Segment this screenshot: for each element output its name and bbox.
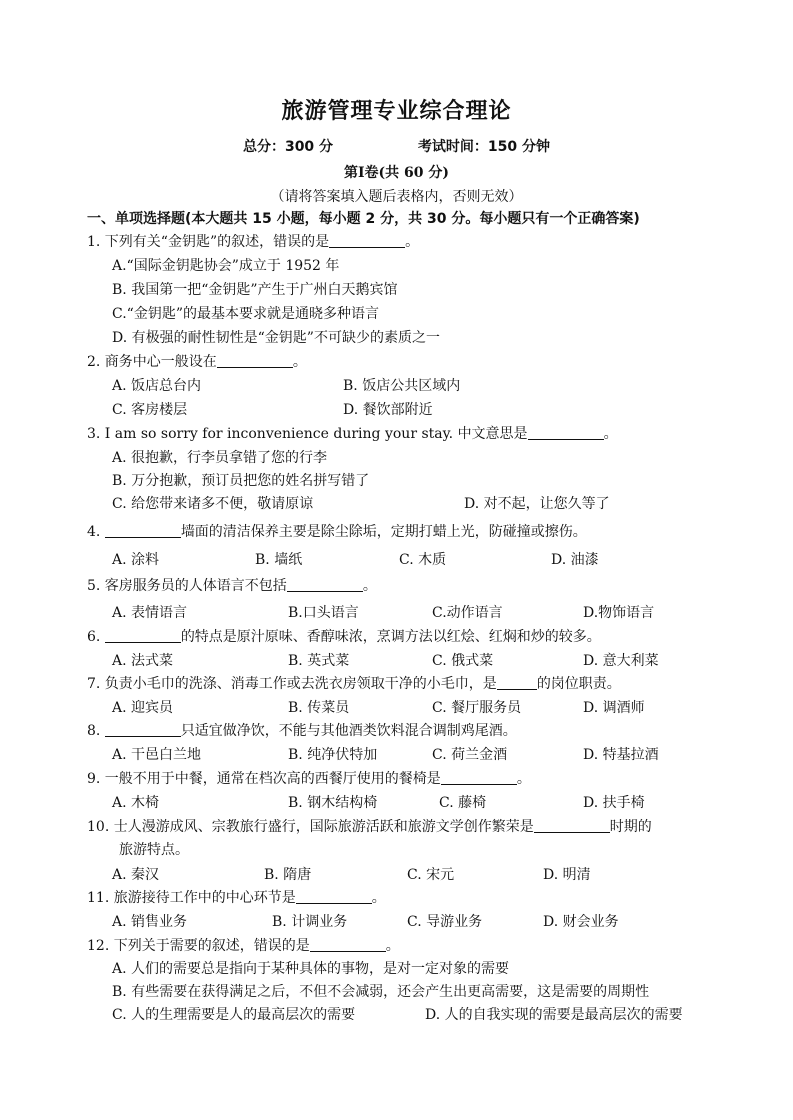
question-stem: 1. 下列有关“金钥匙”的叙述，错误的是 xyxy=(87,234,330,250)
answer-note: （请将答案填入题后表格内，否则无效） xyxy=(270,189,523,205)
question-12 xyxy=(87,936,400,956)
option-c: C. 俄式菜 xyxy=(432,653,494,669)
answer-blank xyxy=(497,675,537,690)
question-end: 。 xyxy=(516,771,531,787)
option-b: B. 钢木结构椅 xyxy=(288,795,378,811)
option-a: A. 干邑白兰地 xyxy=(112,747,202,763)
question-6 xyxy=(87,627,601,647)
answer-blank xyxy=(528,425,604,440)
option-c: C.“金钥匙”的最基本要求就是通晓多种语言 xyxy=(112,306,379,322)
option-b: B. 计调业务 xyxy=(272,914,348,930)
option-a: A. 木椅 xyxy=(112,795,160,811)
question-end: 。 xyxy=(603,426,618,442)
option-c: C.动作语言 xyxy=(432,605,503,621)
option-b: B. 英式菜 xyxy=(288,653,350,669)
option-d: D. 意大利菜 xyxy=(583,653,659,669)
question-rest: 的特点是原汁原味、香醇味浓，烹调方法以红烩、红焖和炒的较多。 xyxy=(180,629,601,645)
question-rest: 墙面的清洁保养主要是除尘除垢，定期打蜡上光，防碰撞或擦伤。 xyxy=(180,524,587,540)
question-stem: 9. 一般不用于中餐，通常在档次高的西餐厅使用的餐椅是 xyxy=(87,771,441,787)
option-a: A. 涂料 xyxy=(112,552,160,568)
exam-time: 考试时间：150 分钟 xyxy=(417,139,551,155)
question-continuation: 旅游特点。 xyxy=(119,842,189,858)
question-stem: 5. 客房服务员的人体语言不包括 xyxy=(87,578,287,594)
option-d: D. 扶手椅 xyxy=(583,795,645,811)
question-stem: 11. 旅游接待工作中的中心环节是 xyxy=(87,890,296,906)
question-stem: 8. xyxy=(87,723,101,739)
answer-blank xyxy=(105,628,181,643)
option-a: A. 销售业务 xyxy=(112,914,188,930)
question-11 xyxy=(87,888,386,908)
question-10 xyxy=(87,817,652,837)
question-end: 。 xyxy=(385,938,400,954)
question-stem: 7. 负责小毛巾的洗涤、消毒工作或去洗衣房领取干净的小毛巾，是 xyxy=(87,676,497,692)
option-b: B. 万分抱歉，预订员把您的姓名拼写错了 xyxy=(112,473,370,489)
question-stem: 3. I am so sorry for inconvenience during your stay. 中文意思是 xyxy=(87,426,528,442)
total-score: 总分：300 分 xyxy=(242,139,334,155)
option-d: D. 餐饮部附近 xyxy=(343,402,433,418)
option-c: C. 人的生理需要是人的最高层次的需要 xyxy=(112,1007,356,1023)
option-b: B. 纯净伏特加 xyxy=(288,747,378,763)
option-d: D. 调酒师 xyxy=(583,700,645,716)
question-1 xyxy=(87,232,419,252)
option-c: C. 木质 xyxy=(399,552,447,568)
answer-blank xyxy=(310,937,386,952)
option-a: A.“国际金钥匙协会”成立于 1952 年 xyxy=(112,258,340,274)
option-b: B. 传菜员 xyxy=(288,700,350,716)
option-d: D. 特基拉酒 xyxy=(583,747,659,763)
question-end: 。 xyxy=(362,578,377,594)
option-d: D. 有极强的耐性韧性是“金钥匙”不可缺少的素质之一 xyxy=(112,330,440,346)
option-a: A. 秦汉 xyxy=(112,867,160,883)
option-c: C. 荷兰金酒 xyxy=(432,747,508,763)
option-d: D. 明清 xyxy=(543,867,591,883)
question-stem: 12. 下列关于需要的叙述，错误的是 xyxy=(87,938,310,954)
option-a: A. 迎宾员 xyxy=(112,700,174,716)
option-b: B.口头语言 xyxy=(288,605,359,621)
answer-blank xyxy=(105,523,181,538)
option-c: C. 给您带来诸多不便，敬请原谅 xyxy=(112,496,314,512)
option-b: B. 墙纸 xyxy=(255,552,303,568)
option-c: C. 餐厅服务员 xyxy=(432,700,522,716)
option-c: C. 宋元 xyxy=(407,867,455,883)
answer-blank xyxy=(441,770,517,785)
option-b: B. 隋唐 xyxy=(264,867,312,883)
option-a: A. 表情语言 xyxy=(112,605,188,621)
option-d: D. 人的自我实现的需要是最高层次的需要 xyxy=(425,1007,683,1023)
question-stem: 10. 士人漫游成风、宗教旅行盛行，国际旅游活跃和旅游文学创作繁荣是 xyxy=(87,819,534,835)
question-end: 。 xyxy=(371,890,386,906)
question-8 xyxy=(87,721,517,741)
question-3 xyxy=(87,424,618,444)
option-c: C. 藤椅 xyxy=(439,795,487,811)
volume-heading: 第Ⅰ卷(共 60 分) xyxy=(343,165,450,181)
question-9 xyxy=(87,769,531,789)
answer-blank xyxy=(329,233,405,248)
answer-blank xyxy=(105,722,181,737)
option-a: A. 很抱歉，行李员拿错了您的行李 xyxy=(112,450,328,466)
option-c: C. 客房楼层 xyxy=(112,402,188,418)
option-b: B. 饭店公共区域内 xyxy=(343,378,461,394)
question-end: 。 xyxy=(405,234,420,250)
question-rest: 时期的 xyxy=(609,819,652,835)
question-end: 。 xyxy=(292,354,307,370)
question-2 xyxy=(87,352,307,372)
question-rest: 的岗位职责。 xyxy=(536,676,621,692)
option-a: A. 人们的需要总是指向于某种具体的事物，是对一定对象的需要 xyxy=(112,961,510,977)
answer-blank xyxy=(296,889,372,904)
option-d: D. 财会业务 xyxy=(543,914,619,930)
question-stem: 6. xyxy=(87,629,101,645)
page-title: 旅游管理专业综合理论 xyxy=(281,99,512,124)
question-stem: 2. 商务中心一般设在 xyxy=(87,354,217,370)
question-7 xyxy=(87,674,621,694)
question-rest: 只适宜做净饮，不能与其他酒类饮料混合调制鸡尾酒。 xyxy=(180,723,517,739)
option-a: A. 饭店总台内 xyxy=(112,378,202,394)
option-c: C. 导游业务 xyxy=(407,914,483,930)
question-4 xyxy=(87,522,587,542)
answer-blank xyxy=(534,818,610,833)
question-5 xyxy=(87,576,377,596)
option-d: D. 对不起，让您久等了 xyxy=(464,496,610,512)
option-d: D. 油漆 xyxy=(551,552,599,568)
section-heading: 一、单项选择题(本大题共 15 小题，每小题 2 分，共 30 分。每小题只有一个正确答案) xyxy=(87,211,640,227)
answer-blank xyxy=(287,577,363,592)
option-b: B. 有些需要在获得满足之后，不但不会减弱，还会产生出更高需要，这是需要的周期性 xyxy=(112,984,650,1000)
exam-meta xyxy=(0,136,793,156)
answer-blank xyxy=(217,353,293,368)
option-b: B. 我国第一把“金钥匙”产生于广州白天鹅宾馆 xyxy=(112,282,398,298)
question-stem: 4. xyxy=(87,524,101,540)
option-a: A. 法式菜 xyxy=(112,653,174,669)
option-d: D.物饰语言 xyxy=(583,605,655,621)
